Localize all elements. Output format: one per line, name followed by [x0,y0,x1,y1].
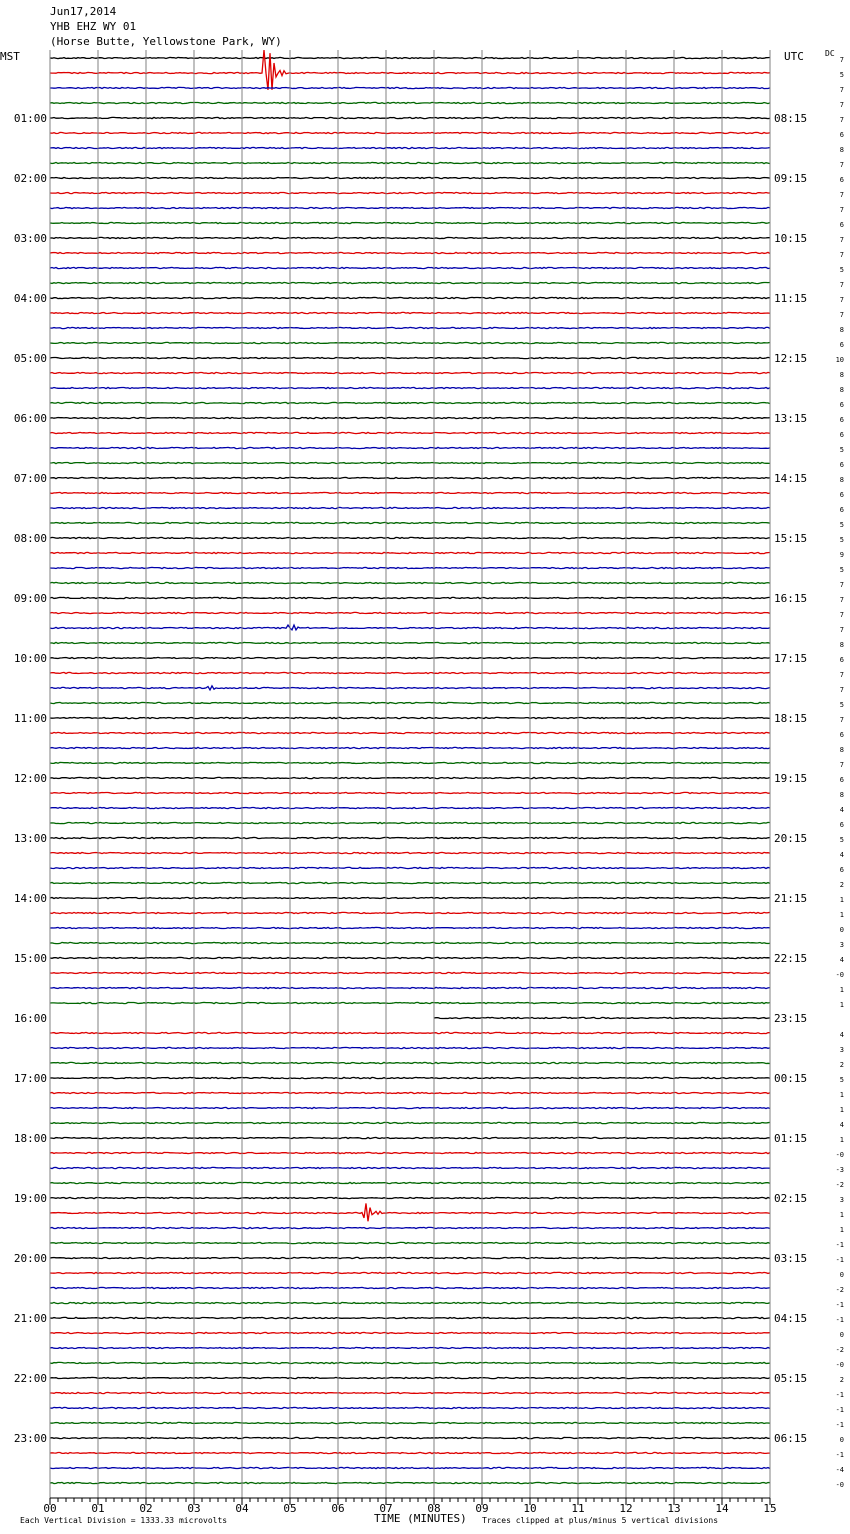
trace-53 [50,852,770,853]
dc-offset-value: 7 [839,281,844,289]
trace-23 [50,402,770,403]
dc-offset-value: 5 [839,536,844,544]
mst-hour-label: 07:00 [13,472,47,485]
trace-91 [50,1422,770,1423]
utc-hour-label: 03:15 [774,1252,808,1265]
dc-offset-value: 4 [839,1121,844,1129]
trace-4 [50,117,770,118]
mst-hour-label: 13:00 [13,832,47,845]
trace-42 [50,686,770,690]
dc-offset-value: 5 [839,521,844,529]
dc-offset-value: 7 [839,296,844,304]
dc-offset-value: 7 [839,161,844,169]
dc-offset-value: 8 [839,641,844,649]
mst-hour-label: 11:00 [13,712,47,725]
x-tick-label: 14 [715,1502,729,1515]
utc-hour-label: 15:15 [774,532,808,545]
trace-74 [50,1167,770,1168]
trace-63 [50,1002,770,1003]
trace-78 [50,1227,770,1228]
dc-offset-value: -2 [835,1181,844,1189]
dc-offset-value: 4 [839,851,844,859]
mst-hour-label: 23:00 [13,1432,47,1445]
trace-10 [50,207,770,208]
dc-offset-value: 2 [839,881,844,889]
dc-offset-value: 8 [839,476,844,484]
mst-hour-label: 05:00 [13,352,47,365]
scale-note: Each Vertical Division = 1333.33 microvolts [20,1516,228,1525]
dc-offset-value: 5 [839,701,844,709]
trace-29 [50,492,770,493]
mst-hour-label: 20:00 [13,1252,47,1265]
dc-offset-value: 1 [839,986,844,994]
trace-85 [50,1332,770,1333]
trace-79 [50,1242,770,1243]
dc-offset-value: 7 [839,311,844,319]
utc-hour-label: 12:15 [774,352,808,365]
x-tick-label: 10 [523,1502,537,1515]
trace-54 [50,867,770,868]
dc-offset-value: 7 [839,611,844,619]
dc-offset-value: 8 [839,386,844,394]
utc-hour-label: 02:15 [774,1192,808,1205]
mst-hour-label: 19:00 [13,1192,47,1205]
trace-7 [50,162,770,163]
trace-6 [50,147,770,148]
x-tick-label: 07 [379,1502,393,1515]
dc-offset-value: 7 [839,191,844,199]
trace-24 [50,417,770,418]
mst-hour-label: 04:00 [13,292,47,305]
trace-57 [50,912,770,913]
dc-offset-value: 5 [839,71,844,79]
dc-offset-value: 3 [839,1196,844,1204]
dc-offset-value: 7 [839,626,844,634]
dc-offset-value: 6 [839,176,844,184]
mst-hour-label: 15:00 [13,952,47,965]
dc-offset-value: -2 [835,1286,844,1294]
trace-50 [50,807,770,808]
utc-hour-label: 01:15 [774,1132,808,1145]
mst-hour-label: 10:00 [13,652,47,665]
dc-offset-value: 1 [839,1226,844,1234]
trace-88 [50,1377,770,1378]
dc-offset-value: 2 [839,1061,844,1069]
trace-83 [50,1302,770,1303]
trace-8 [50,177,770,178]
trace-82 [50,1287,770,1288]
trace-68 [50,1077,770,1078]
trace-65 [50,1032,770,1033]
trace-94 [50,1467,770,1468]
dc-offset-value: -0 [835,1151,844,1159]
station-code: YHB EHZ WY 01 [50,20,137,33]
trace-38 [50,625,770,630]
trace-16 [50,297,770,298]
trace-20 [50,357,770,358]
trace-45 [50,732,770,733]
x-axis-title: TIME (MINUTES) [374,1512,467,1525]
dc-offset-value: 0 [839,1436,844,1444]
mst-hour-label: 17:00 [13,1072,47,1085]
clip-note: Traces clipped at plus/minus 5 vertical divisions [482,1516,719,1525]
dc-offset-value: 6 [839,431,844,439]
trace-69 [50,1092,770,1093]
dc-offset-value: 7 [839,236,844,244]
trace-34 [50,567,770,568]
dc-offset-value: 8 [839,371,844,379]
trace-43 [50,702,770,703]
dc-offset-value: 6 [839,866,844,874]
mst-hour-label: 02:00 [13,172,47,185]
dc-offset-value: 7 [839,206,844,214]
utc-zone-label: UTC [784,50,804,63]
mst-hour-label: 08:00 [13,532,47,545]
x-tick-label: 06 [331,1502,345,1515]
dc-offset-value: 4 [839,956,844,964]
dc-offset-value: 5 [839,1076,844,1084]
utc-hour-label: 04:15 [774,1312,808,1325]
trace-22 [50,387,770,388]
trace-26 [50,447,770,448]
trace-55 [50,882,770,883]
dc-offset-value: 7 [839,251,844,259]
trace-76 [50,1197,770,1198]
dc-offset-value: 1 [839,1211,844,1219]
trace-28 [50,477,770,478]
dc-offset-value: 7 [839,716,844,724]
trace-64 [434,1017,770,1018]
trace-44 [50,717,770,718]
x-tick-label: 00 [43,1502,57,1515]
trace-72 [50,1137,770,1138]
dc-column-label: DC [825,49,835,58]
x-tick-label: 01 [91,1502,105,1515]
dc-offset-value: 7 [839,596,844,604]
trace-66 [50,1047,770,1048]
dc-offset-value: 7 [839,761,844,769]
dc-offset-value: 6 [839,491,844,499]
mst-hour-label: 21:00 [13,1312,47,1325]
trace-84 [50,1317,770,1318]
trace-25 [50,432,770,433]
trace-47 [50,762,770,763]
trace-71 [50,1122,770,1123]
dc-offset-value: -1 [835,1406,844,1414]
dc-offset-value: 5 [839,446,844,454]
dc-offset-value: 6 [839,461,844,469]
dc-offset-value: -1 [835,1451,844,1459]
trace-14 [50,267,770,268]
utc-hour-label: 11:15 [774,292,808,305]
dc-offset-value: 1 [839,1001,844,1009]
dc-offset-value: -0 [835,971,844,979]
dc-offset-value: 6 [839,401,844,409]
mst-zone-label: MST [0,50,20,63]
x-tick-label: 09 [475,1502,489,1515]
dc-offset-value: 5 [839,266,844,274]
mst-hour-label: 14:00 [13,892,47,905]
trace-27 [50,462,770,463]
trace-39 [50,642,770,643]
dc-offset-value: -1 [835,1391,844,1399]
utc-hour-label: 17:15 [774,652,808,665]
mst-hour-label: 22:00 [13,1372,47,1385]
utc-hour-label: 13:15 [774,412,808,425]
trace-5 [50,132,770,133]
utc-hour-label: 10:15 [774,232,808,245]
trace-35 [50,582,770,583]
trace-59 [50,942,770,943]
utc-hour-label: 14:15 [774,472,808,485]
dc-offset-value: 1 [839,896,844,904]
trace-75 [50,1182,770,1183]
dc-offset-value: 3 [839,941,844,949]
mst-hour-label: 03:00 [13,232,47,245]
dc-offset-value: 1 [839,1106,844,1114]
trace-81 [50,1272,770,1273]
dc-offset-value: 1 [839,911,844,919]
utc-hour-label: 20:15 [774,832,808,845]
trace-77 [50,1203,770,1221]
trace-48 [50,777,770,778]
trace-36 [50,597,770,598]
dc-offset-value: 7 [839,671,844,679]
utc-hour-label: 16:15 [774,592,808,605]
record-date: Jun17,2014 [50,5,117,18]
dc-offset-value: 6 [839,506,844,514]
x-tick-label: 15 [763,1502,777,1515]
dc-offset-value: 6 [839,221,844,229]
trace-56 [50,897,770,898]
utc-hour-label: 22:15 [774,952,808,965]
mst-hour-label: 12:00 [13,772,47,785]
dc-offset-value: 7 [839,116,844,124]
x-tick-label: 03 [187,1502,201,1515]
trace-73 [50,1152,770,1153]
dc-offset-value: 7 [839,581,844,589]
trace-60 [50,957,770,958]
x-tick-label: 04 [235,1502,249,1515]
dc-offset-value: 4 [839,806,844,814]
x-tick-label: 13 [667,1502,681,1515]
dc-offset-value: 0 [839,1271,844,1279]
dc-offset-value: 6 [839,131,844,139]
trace-93 [50,1452,770,1453]
dc-offset-value: -1 [835,1301,844,1309]
trace-17 [50,312,770,313]
x-tick-label: 02 [139,1502,153,1515]
dc-offset-value: 2 [839,1376,844,1384]
dc-offset-value: 8 [839,791,844,799]
dc-offset-value: 7 [839,56,844,64]
trace-49 [50,792,770,793]
mst-hour-label: 16:00 [13,1012,47,1025]
trace-9 [50,192,770,193]
trace-46 [50,747,770,748]
trace-19 [50,342,770,343]
trace-58 [50,927,770,928]
x-tick-label: 12 [619,1502,633,1515]
dc-offset-value: -2 [835,1346,844,1354]
trace-95 [50,1482,770,1483]
trace-32 [50,537,770,538]
dc-offset-value: -0 [835,1481,844,1489]
mst-hour-label: 06:00 [13,412,47,425]
dc-offset-value: 6 [839,731,844,739]
dc-offset-value: 10 [835,356,844,364]
trace-3 [50,102,770,103]
dc-offset-value: -3 [835,1166,844,1174]
mst-hour-label: 18:00 [13,1132,47,1145]
trace-0 [50,57,770,58]
trace-92 [50,1437,770,1438]
utc-hour-label: 21:15 [774,892,808,905]
trace-86 [50,1347,770,1348]
trace-15 [50,282,770,283]
mst-hour-label: 01:00 [13,112,47,125]
trace-11 [50,222,770,223]
dc-offset-value: 1 [839,1136,844,1144]
dc-offset-value: 5 [839,836,844,844]
dc-offset-value: 1 [839,1091,844,1099]
x-tick-label: 05 [283,1502,297,1515]
trace-52 [50,837,770,838]
utc-hour-label: 18:15 [774,712,808,725]
trace-89 [50,1392,770,1393]
dc-offset-value: -4 [835,1466,844,1474]
dc-offset-value: -0 [835,1361,844,1369]
trace-18 [50,327,770,328]
dc-offset-value: 0 [839,1331,844,1339]
dc-offset-value: 8 [839,746,844,754]
trace-51 [50,822,770,823]
trace-70 [50,1107,770,1108]
dc-offset-value: 7 [839,686,844,694]
dc-offset-value: -1 [835,1421,844,1429]
trace-62 [50,987,770,988]
dc-offset-value: 7 [839,86,844,94]
utc-hour-label: 06:15 [774,1432,808,1445]
mst-hour-label: 09:00 [13,592,47,605]
trace-87 [50,1362,770,1363]
dc-offset-value: 9 [839,551,844,559]
utc-hour-label: 08:15 [774,112,808,125]
utc-hour-label: 19:15 [774,772,808,785]
dc-offset-value: 6 [839,416,844,424]
utc-hour-label: 09:15 [774,172,808,185]
trace-33 [50,552,770,553]
utc-hour-label: 23:15 [774,1012,808,1025]
dc-offset-value: 8 [839,146,844,154]
dc-offset-value: -1 [835,1316,844,1324]
dc-offset-value: 6 [839,776,844,784]
dc-offset-value: 0 [839,926,844,934]
dc-offset-value: 6 [839,341,844,349]
trace-21 [50,372,770,373]
dc-offset-value: 7 [839,101,844,109]
trace-61 [50,972,770,973]
station-location: (Horse Butte, Yellowstone Park, WY) [50,35,282,48]
trace-37 [50,612,770,613]
dc-offset-value: 6 [839,656,844,664]
trace-13 [50,252,770,253]
dc-offset-value: 3 [839,1046,844,1054]
trace-12 [50,237,770,238]
trace-2 [50,87,770,88]
dc-offset-value: 4 [839,1031,844,1039]
dc-offset-value: 5 [839,566,844,574]
trace-1 [50,50,770,90]
trace-40 [50,657,770,658]
dc-offset-value: -1 [835,1256,844,1264]
trace-90 [50,1407,770,1408]
trace-80 [50,1257,770,1258]
utc-hour-label: 05:15 [774,1372,808,1385]
trace-31 [50,522,770,523]
trace-67 [50,1062,770,1063]
x-tick-label: 11 [571,1502,585,1515]
dc-offset-value: -1 [835,1241,844,1249]
utc-hour-label: 00:15 [774,1072,808,1085]
dc-offset-value: 8 [839,326,844,334]
trace-30 [50,507,770,508]
trace-41 [50,672,770,673]
dc-offset-value: 6 [839,821,844,829]
x-tick-label: 08 [427,1502,441,1515]
